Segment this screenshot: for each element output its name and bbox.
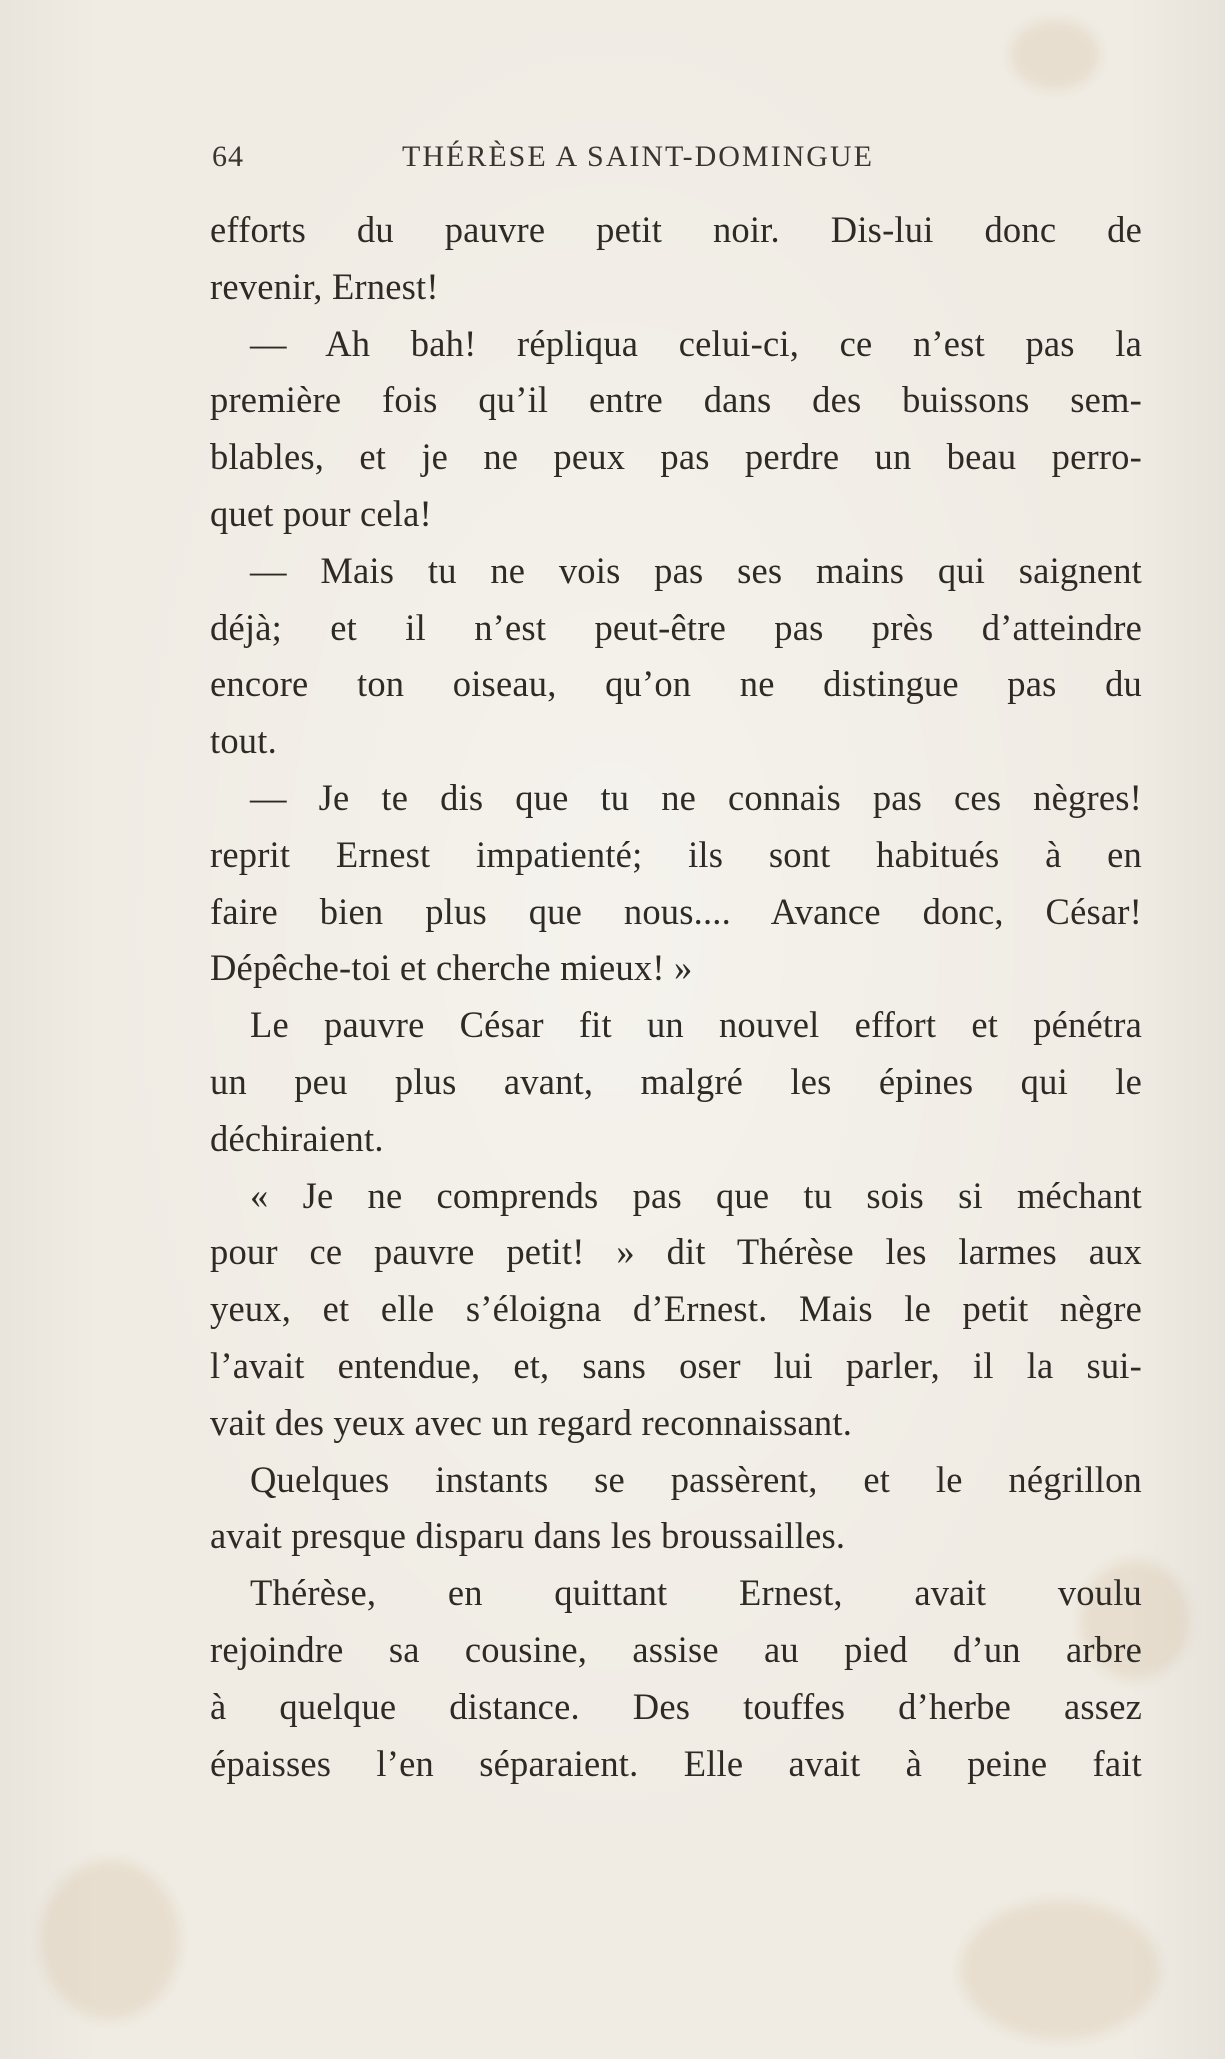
text-line: à quelque distance. Des touffes d’herbe assez bbox=[210, 1685, 1142, 1727]
page-number: 64 bbox=[212, 140, 244, 173]
text-line: — Mais tu ne vois pas ses mains qui saignent bbox=[250, 549, 1142, 591]
text-line: Dépêche-toi et cherche mieux! » bbox=[210, 947, 693, 989]
paper-stain bbox=[960, 1900, 1160, 2040]
text-line: un peu plus avant, malgré les épines qui le bbox=[210, 1060, 1142, 1102]
text-line: blables, et je ne peux pas perdre un beau perro- bbox=[210, 436, 1142, 478]
text-line: reprit Ernest impatienté; ils sont habitués à en bbox=[210, 833, 1142, 875]
text-line: pour ce pauvre petit! » dit Thérèse les larmes aux bbox=[210, 1231, 1142, 1273]
paper-stain bbox=[1010, 20, 1100, 90]
text-line: épaisses l’en séparaient. Elle avait à peine fait bbox=[210, 1742, 1142, 1784]
text-line: revenir, Ernest! bbox=[210, 265, 439, 307]
text-line: yeux, et elle s’éloigna d’Ernest. Mais le petit nègre bbox=[210, 1288, 1142, 1330]
text-line: avait presque disparu dans les broussailles. bbox=[210, 1515, 846, 1557]
text-line: — Ah bah! répliqua celui-ci, ce n’est pas la bbox=[250, 322, 1142, 364]
text-line: « Je ne comprends pas que tu sois si méchant bbox=[250, 1174, 1142, 1216]
text-line: rejoindre sa cousine, assise au pied d’un arbre bbox=[210, 1628, 1142, 1670]
paper-stain bbox=[40, 1860, 180, 2020]
text-line: déchiraient. bbox=[210, 1117, 384, 1159]
running-title: THÉRÈSE A SAINT-DOMINGUE bbox=[402, 140, 874, 173]
text-line: encore ton oiseau, qu’on ne distingue pas du bbox=[210, 663, 1142, 705]
text-line: déjà; et il n’est peut-être pas près d’atteindre bbox=[210, 606, 1142, 648]
text-line: quet pour cela! bbox=[210, 492, 432, 534]
text-line: faire bien plus que nous.... Avance donc, César! bbox=[210, 890, 1142, 932]
text-line: vait des yeux avec un regard reconnaissant. bbox=[210, 1401, 853, 1443]
text-line: première fois qu’il entre dans des buissons sem- bbox=[210, 379, 1142, 421]
running-header bbox=[212, 140, 957, 180]
text-line: Le pauvre César fit un nouvel effort et pénétra bbox=[250, 1004, 1142, 1046]
text-line: Thérèse, en quittant Ernest, avait voulu bbox=[250, 1572, 1142, 1614]
text-line: Quelques instants se passèrent, et le négrillon bbox=[250, 1458, 1142, 1500]
body-text bbox=[210, 202, 1142, 1792]
text-line: tout. bbox=[210, 720, 277, 762]
text-line: — Je te dis que tu ne connais pas ces nègres! bbox=[250, 776, 1142, 818]
text-line: l’avait entendue, et, sans oser lui parler, il la sui- bbox=[210, 1344, 1142, 1386]
text-line: efforts du pauvre petit noir. Dis-lui donc de bbox=[210, 209, 1142, 250]
